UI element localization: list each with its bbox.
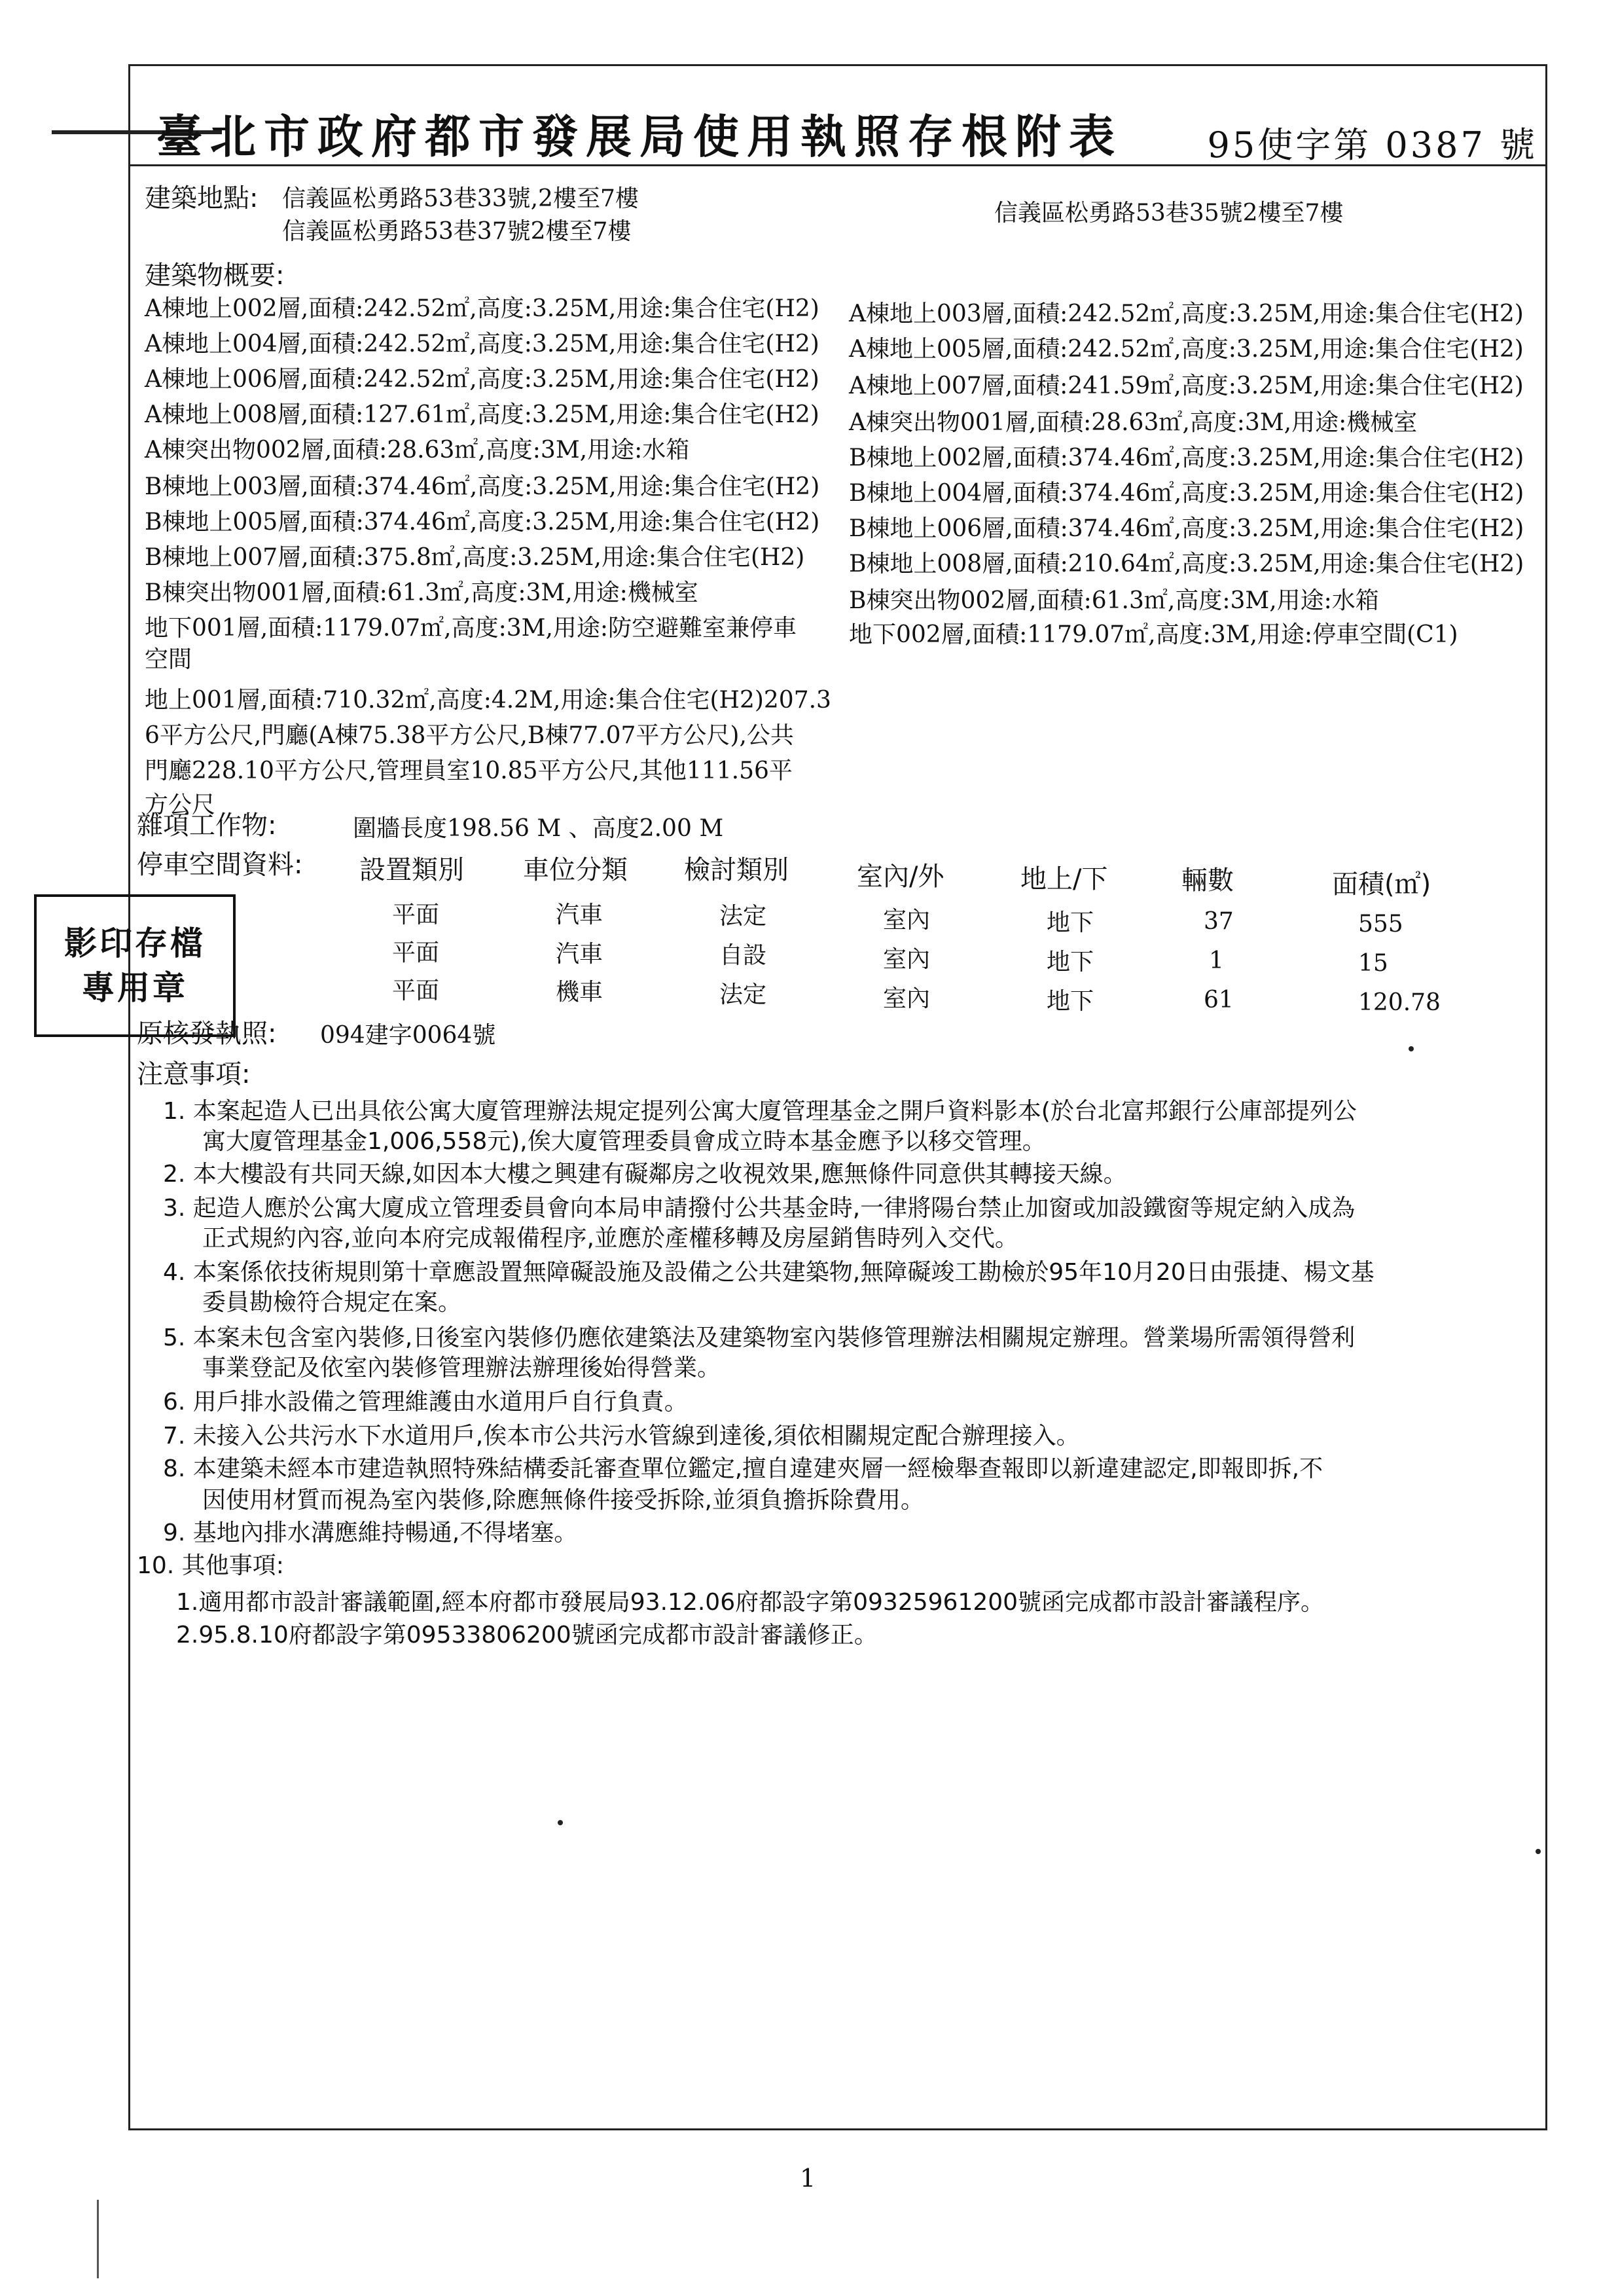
page-title: 臺北市政府都市發展局使用執照存根附表 — [156, 109, 1123, 164]
overview-right-line: B棟突出物002層,面積:61.3㎡,高度:3M,用途:水箱 — [849, 587, 1379, 614]
note-line: 寓大廈管理基金1,006,558元),俟大廈管理委員會成立時本基金應予以移交管理。 — [202, 1128, 1046, 1155]
parking-cell: 汽車 — [556, 941, 603, 968]
note-line: 2. 本大樓設有共同天線,如因本大樓之興建有礙鄰房之收視效果,應無條件同意供其轉接天線。 — [163, 1161, 1127, 1188]
stamp-line-2: 專用章 — [82, 968, 188, 1007]
overview-left-line: 門廳228.10平方公尺,管理員室10.85平方公尺,其他111.56平 — [145, 757, 793, 784]
parking-label: 停車空間資料: — [137, 850, 303, 880]
overview-left-line: A棟地上006層,面積:242.52㎡,高度:3.25M,用途:集合住宅(H2) — [145, 366, 819, 393]
parking-header: 地上/下 — [1020, 864, 1108, 894]
parking-cell: 37 — [1204, 908, 1234, 935]
parking-cell: 平面 — [392, 977, 440, 1004]
misc-works-value: 圍牆長度198.56 M 、高度2.00 M — [353, 815, 724, 842]
overview-right-line: 地下002層,面積:1179.07㎡,高度:3M,用途:停車空間(C1) — [849, 621, 1458, 648]
original-permit-label: 原核發執照: — [137, 1019, 277, 1049]
parking-header: 車位分類 — [523, 855, 628, 885]
parking-cell: 120.78 — [1358, 989, 1441, 1016]
original-permit-value: 094建字0064號 — [320, 1022, 496, 1049]
note-line: 事業登記及依室內裝修管理辦法辦理後始得營業。 — [202, 1355, 721, 1381]
overview-left-line: A棟突出物002層,面積:28.63㎡,高度:3M,用途:水箱 — [145, 437, 690, 464]
parking-cell: 平面 — [392, 939, 440, 966]
overview-right-line: B棟地上004層,面積:374.46㎡,高度:3.25M,用途:集合住宅(H2) — [849, 480, 1524, 507]
parking-cell: 61 — [1204, 987, 1234, 1013]
parking-cell: 汽車 — [556, 902, 603, 928]
overview-left-line: 空間 — [145, 646, 192, 673]
note-line: 1.適用都市設計審議範圍,經本府都市發展局93.12.06府都設字第09325961200號函完成都市設計審議程序。 — [176, 1589, 1325, 1616]
note-line: 5. 本案未包含室內裝修,日後室內裝修仍應依建築法及建築物室內裝修管理辦法相關規定辦理。營業場所需領得營利 — [163, 1324, 1356, 1351]
scan-speck — [1409, 1046, 1414, 1051]
note-line: 7. 未接入公共污水下水道用戶,俟本市公共污水管線到達後,須依相關規定配合辦理接入。 — [163, 1423, 1080, 1449]
overview-right-line: B棟地上006層,面積:374.46㎡,高度:3.25M,用途:集合住宅(H2) — [849, 515, 1524, 542]
parking-cell: 法定 — [719, 903, 767, 930]
parking-cell: 地下 — [1047, 988, 1094, 1015]
parking-cell: 室內 — [883, 907, 931, 934]
permit-number: 95使字第 0387 號 — [1207, 124, 1537, 166]
parking-cell: 1 — [1209, 947, 1224, 974]
parking-cell: 室內 — [883, 946, 931, 973]
title-row — [130, 66, 1545, 166]
overview-left-line: 地上001層,面積:710.32㎡,高度:4.2M,用途:集合住宅(H2)207.3 — [145, 687, 831, 714]
overview-left-line: B棟地上003層,面積:374.46㎡,高度:3.25M,用途:集合住宅(H2) — [145, 473, 820, 500]
misc-works-label: 雜項工作物: — [137, 811, 277, 841]
parking-cell: 地下 — [1047, 909, 1094, 936]
parking-cell: 地下 — [1047, 949, 1094, 975]
parking-cell: 法定 — [719, 981, 767, 1008]
overview-right-line: B棟地上002層,面積:374.46㎡,高度:3.25M,用途:集合住宅(H2) — [849, 445, 1524, 471]
overview-left-line: 地下001層,面積:1179.07㎡,高度:3M,用途:防空避難室兼停車 — [145, 615, 797, 642]
note-line: 9. 基地內排水溝應維持暢通,不得堵塞。 — [163, 1520, 578, 1546]
note-line: 3. 起造人應於公寓大廈成立管理委員會向本局申請撥付公共基金時,一律將陽台禁止加窗或加設鐵窗等規定納入成為 — [163, 1195, 1356, 1222]
scan-edge-line — [97, 2200, 99, 2278]
note-line: 2.95.8.10府都設字第09533806200號函完成都市設計審議修正。 — [176, 1622, 878, 1649]
address-line-3: 信義區松勇路53巷35號2樓至7樓 — [994, 200, 1344, 227]
parking-header: 設置類別 — [359, 855, 464, 885]
parking-cell: 平面 — [392, 902, 440, 928]
overview-left-line: B棟地上007層,面積:375.8㎡,高度:3.25M,用途:集合住宅(H2) — [145, 544, 805, 571]
overview-right-line: A棟地上007層,面積:241.59㎡,高度:3.25M,用途:集合住宅(H2) — [849, 373, 1524, 399]
overview-left-line: 6平方公尺,門廳(A棟75.38平方公尺,B棟77.07平方公尺),公共 — [145, 722, 794, 749]
scan-speck — [1536, 1849, 1541, 1854]
overview-left-line: A棟地上002層,面積:242.52㎡,高度:3.25M,用途:集合住宅(H2) — [145, 295, 819, 322]
address-label: 建築地點: — [145, 183, 259, 213]
document-frame — [128, 64, 1547, 2130]
note-line: 10. 其他事項: — [137, 1552, 284, 1579]
overview-left-line: 方公尺 — [145, 792, 216, 818]
note-line: 8. 本建築未經本市建造執照特殊結構委託審查單位鑑定,擅自違建夾層一經檢舉查報即以新違建認定,即報即拆,不 — [163, 1455, 1323, 1482]
note-line: 6. 用戶排水設備之管理維護由水道用戶自行負責。 — [163, 1389, 688, 1415]
parking-header: 檢討類別 — [684, 855, 789, 885]
note-line: 委員勘檢符合規定在案。 — [202, 1289, 462, 1316]
address-line-1: 信義區松勇路53巷33號,2樓至7樓 — [282, 185, 639, 212]
parking-cell: 室內 — [883, 985, 931, 1012]
scan-speck — [558, 1820, 563, 1825]
notes-label: 注意事項: — [137, 1059, 251, 1089]
archive-stamp — [34, 894, 236, 1037]
parking-cell: 555 — [1358, 911, 1403, 938]
note-line: 4. 本案係依技術規則第十章應設置無障礙設施及設備之公共建築物,無障礙竣工勘檢於95年10月20日由張捷、楊文基 — [163, 1259, 1375, 1286]
parking-cell: 15 — [1358, 950, 1388, 977]
overview-left-line: B棟地上005層,面積:374.46㎡,高度:3.25M,用途:集合住宅(H2) — [145, 509, 820, 536]
note-line: 1. 本案起造人已出具依公寓大廈管理辦法規定提列公寓大廈管理基金之開戶資料影本(於台北富邦銀行公庫部提列公 — [163, 1098, 1357, 1125]
note-line: 因使用材質而視為室內裝修,除應無條件接受拆除,並須負擔拆除費用。 — [202, 1487, 924, 1514]
overview-right-line: A棟地上003層,面積:242.52㎡,高度:3.25M,用途:集合住宅(H2) — [849, 301, 1524, 327]
note-line: 正式規約內容,並向本府完成報備程序,並應於產權移轉及房屋銷售時列入交代。 — [202, 1225, 1018, 1252]
parking-header: 輛數 — [1181, 866, 1234, 896]
overview-left-line: A棟地上008層,面積:127.61㎡,高度:3.25M,用途:集合住宅(H2) — [145, 401, 819, 428]
overview-right-line: A棟地上005層,面積:242.52㎡,高度:3.25M,用途:集合住宅(H2) — [849, 336, 1524, 363]
overview-right-line: A棟突出物001層,面積:28.63㎡,高度:3M,用途:機械室 — [849, 409, 1418, 436]
parking-header: 室內/外 — [857, 862, 944, 892]
stamp-line-1: 影印存檔 — [64, 924, 206, 962]
page-number: 1 — [800, 2164, 816, 2193]
parking-header: 面積(㎡) — [1332, 869, 1431, 900]
address-line-2: 信義區松勇路53巷37號2樓至7樓 — [282, 218, 632, 245]
overview-left-line: B棟突出物001層,面積:61.3㎡,高度:3M,用途:機械室 — [145, 579, 698, 606]
parking-cell: 自設 — [719, 942, 767, 969]
parking-cell: 機車 — [556, 979, 603, 1006]
overview-left-line: A棟地上004層,面積:242.52㎡,高度:3.25M,用途:集合住宅(H2) — [145, 331, 819, 357]
overview-right-line: B棟地上008層,面積:210.64㎡,高度:3.25M,用途:集合住宅(H2) — [849, 551, 1524, 577]
overview-label: 建築物概要: — [145, 261, 285, 291]
